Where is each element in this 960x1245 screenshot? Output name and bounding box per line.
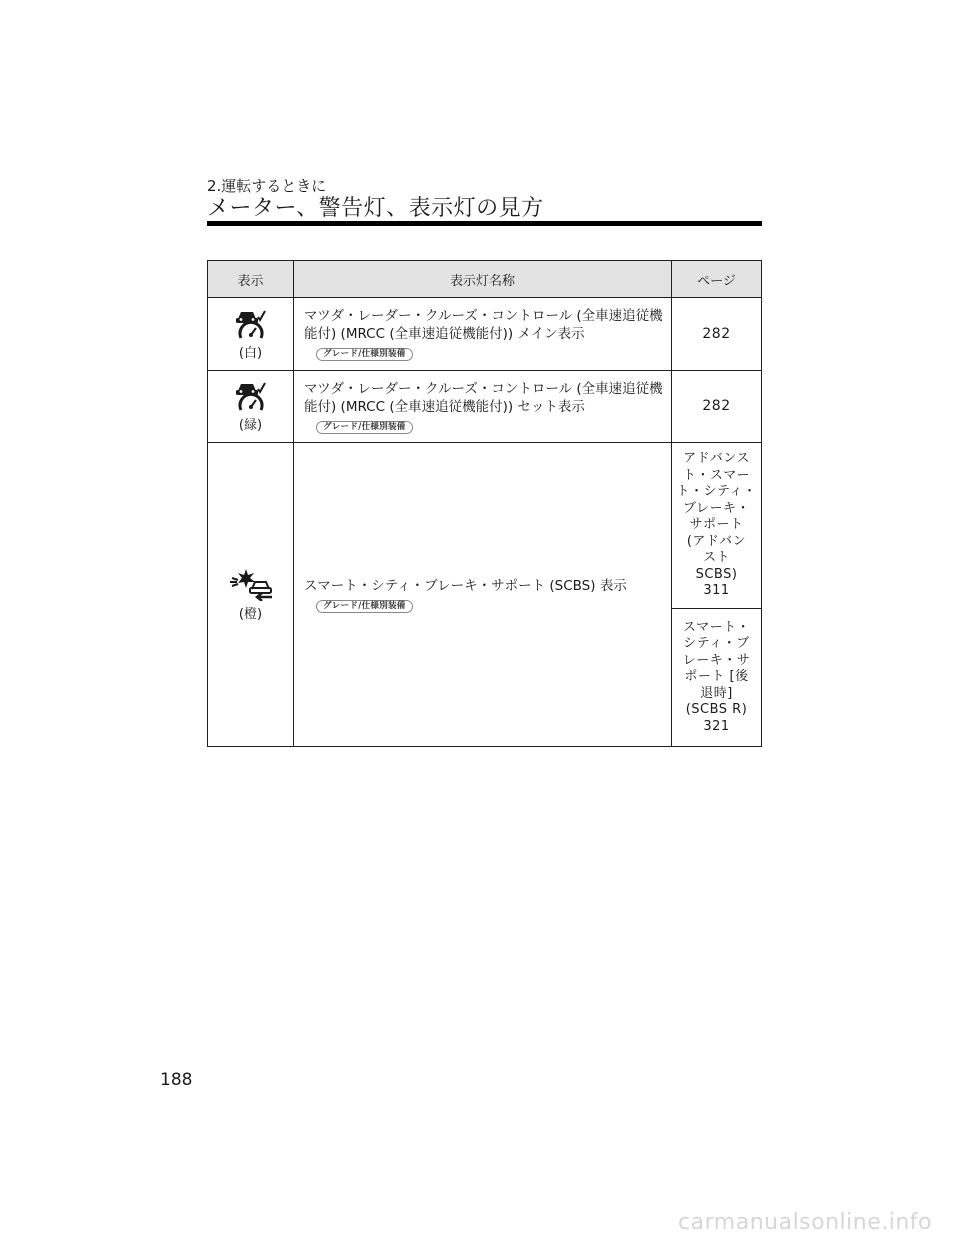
table-row	[208, 371, 762, 443]
grade-badge: グレード/仕様別装備	[316, 600, 413, 613]
page-ref-cell: 282	[672, 371, 762, 443]
header-display: 表示	[208, 261, 294, 298]
watermark: carmanualsonline.info	[678, 1210, 932, 1235]
scbs-collision-car-icon	[228, 567, 274, 601]
grade-badge: グレード/仕様別装備	[316, 421, 413, 434]
indicator-table	[207, 260, 762, 747]
indicator-name: スマート・シティ・ブレーキ・サポート (SCBS) 表示	[304, 577, 627, 594]
header-name: 表示灯名称	[294, 261, 672, 298]
title-rule	[207, 221, 762, 226]
indicator-name-cell	[294, 443, 672, 747]
page-title: メーター、警告灯、表示灯の見方	[207, 196, 544, 221]
color-label: (緑)	[238, 418, 263, 433]
header-page: ページ	[672, 261, 762, 298]
indicator-display-cell	[208, 371, 294, 443]
section-label: 2.運転するときに	[207, 177, 327, 195]
color-label: (白)	[238, 345, 263, 361]
indicator-display-cell	[208, 298, 294, 371]
indicator-name: マツダ・レーダー・クルーズ・コントロール (全車速追従機能付) (MRCC (全車速追従機能付)) セット表示	[304, 381, 663, 415]
grade-badge: グレード/仕様別装備	[316, 348, 413, 361]
table-header-row	[208, 261, 762, 298]
page-ref-cell: スマート・ シティ・ブ レーキ・サ ポート [後 退時] (SCBS R) 321	[672, 609, 762, 747]
mrcc-car-speedometer-icon	[234, 308, 268, 340]
indicator-name-cell	[294, 298, 672, 371]
indicator-name-cell	[294, 371, 672, 443]
mrcc-car-speedometer-icon	[234, 380, 268, 412]
page-ref-cell: アドバンス ト・スマー ト・シティ・ ブレーキ・ サポート (アドバン スト SCBS) 311	[672, 443, 762, 609]
table-row	[208, 443, 762, 609]
indicator-display-cell	[208, 443, 294, 747]
table-row	[208, 298, 762, 371]
page-number: 188	[160, 1070, 193, 1090]
indicator-name: マツダ・レーダー・クルーズ・コントロール (全車速追従機能付) (MRCC (全車速追従機能付)) メイン表示	[304, 308, 663, 342]
page-ref-cell: 282	[672, 298, 762, 371]
color-label: (橙)	[238, 607, 263, 622]
